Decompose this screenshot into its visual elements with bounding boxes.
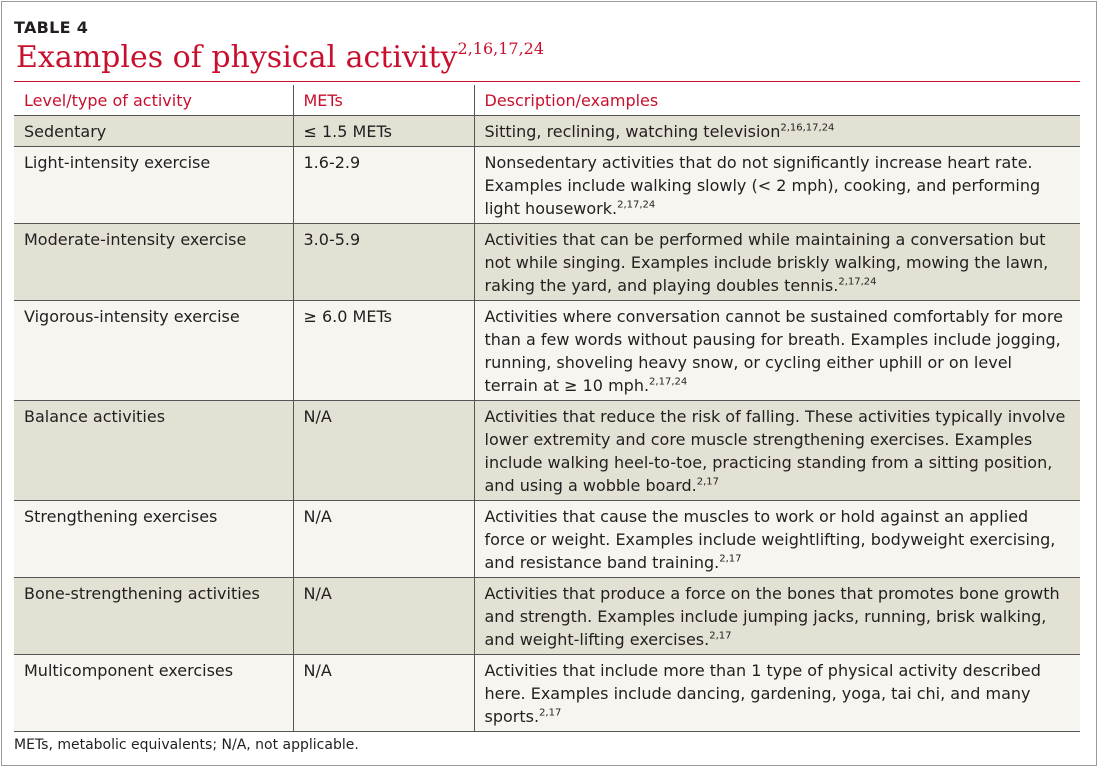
description-refs: 2,16,17,24	[780, 122, 835, 134]
table-label: TABLE 4	[14, 18, 89, 37]
cell-mets: 3.0-5.9	[293, 224, 474, 301]
activity-table	[14, 85, 1080, 732]
cell-mets: ≥ 6.0 METs	[293, 301, 474, 401]
column-header-mets: METs	[293, 85, 474, 116]
table-row	[14, 401, 1080, 501]
cell-description	[474, 655, 1080, 732]
cell-level: Bone-strengthening activities	[14, 578, 293, 655]
cell-mets: N/A	[293, 578, 474, 655]
cell-level: Multicomponent exercises	[14, 655, 293, 732]
cell-mets: N/A	[293, 401, 474, 501]
description-text: Activities that include more than 1 type of physical activity described here. Examples include dancing, gardening, yoga, tai chi, and many sports.	[484, 661, 1041, 726]
description-refs: 2,17,24	[649, 376, 688, 388]
cell-mets: ≤ 1.5 METs	[293, 116, 474, 147]
cell-description	[474, 501, 1080, 578]
cell-description	[474, 301, 1080, 401]
table-row	[14, 501, 1080, 578]
description-refs: 2,17	[709, 630, 732, 642]
cell-level: Light-intensity exercise	[14, 147, 293, 224]
description-text: Activities where conversation cannot be sustained comfortably for more than a few words without pausing for breath. Examples include jogging, running, shoveling heavy snow, or cycling either uphill or on level terrain at ≥ 10 mph.	[484, 307, 1063, 395]
cell-description	[474, 224, 1080, 301]
description-refs: 2,17	[719, 553, 742, 565]
table-row	[14, 224, 1080, 301]
description-text: Activities that can be performed while maintaining a conversation but not while singing. Examples include briskly walking, mowing the lawn, raking the yard, and playing doubles tennis.	[484, 230, 1049, 295]
description-text: Activities that cause the muscles to work or hold against an applied force or weight. Examples include weightlifting, bodyweight exercising, and resistance band training.	[484, 507, 1056, 572]
table-row	[14, 147, 1080, 224]
cell-mets: 1.6-2.9	[293, 147, 474, 224]
title-text: Examples of physical activity	[16, 40, 458, 75]
header-row	[14, 85, 1080, 116]
description-text: Nonsedentary activities that do not significantly increase heart rate. Examples include walking slowly (< 2 mph), cooking, and performing light housework.	[484, 153, 1041, 218]
cell-mets: N/A	[293, 501, 474, 578]
table-row	[14, 578, 1080, 655]
cell-description	[474, 578, 1080, 655]
description-refs: 2,17,24	[617, 199, 656, 211]
table-row	[14, 301, 1080, 401]
cell-description	[474, 401, 1080, 501]
cell-level: Moderate-intensity exercise	[14, 224, 293, 301]
cell-level: Strengthening exercises	[14, 501, 293, 578]
description-text: Activities that produce a force on the bones that promotes bone growth and strength. Examples include jumping jacks, running, brisk walking, and weight-lifting exercises.	[484, 584, 1060, 649]
table-row	[14, 655, 1080, 732]
description-refs: 2,17,24	[838, 276, 877, 288]
cell-description	[474, 116, 1080, 147]
cell-description	[474, 147, 1080, 224]
description-text: Sitting, reclining, watching television	[484, 122, 781, 141]
description-refs: 2,17	[539, 707, 562, 719]
title-rule	[14, 81, 1080, 82]
cell-level: Balance activities	[14, 401, 293, 501]
description-refs: 2,17	[696, 476, 719, 488]
column-header-description: Description/examples	[474, 85, 1080, 116]
table-footnote: METs, metabolic equivalents; N/A, not applicable.	[14, 737, 359, 753]
cell-mets: N/A	[293, 655, 474, 732]
column-header-level: Level/type of activity	[14, 85, 293, 116]
title-refs: 2,16,17,24	[457, 39, 545, 58]
cell-level: Sedentary	[14, 116, 293, 147]
description-text: Activities that reduce the risk of falling. These activities typically involve lower extremity and core muscle strengthening exercises. Examples include walking heel-to-toe, practicing standing from a sitting position, and using a wobble board.	[484, 407, 1066, 495]
cell-level: Vigorous-intensity exercise	[14, 301, 293, 401]
table-row	[14, 116, 1080, 147]
table-title	[16, 40, 544, 75]
